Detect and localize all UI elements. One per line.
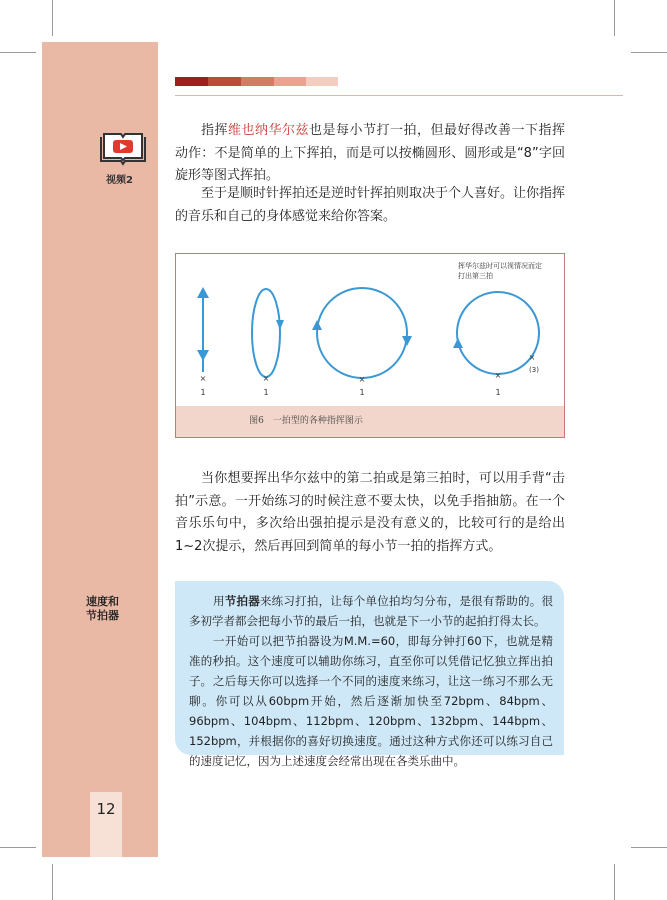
header-color-segment: [175, 77, 208, 86]
highlight-term: 维也纳华尔兹: [228, 123, 309, 138]
beat-mark: ×: [494, 371, 502, 380]
crop-mark: [614, 864, 615, 900]
pattern-vertical: [197, 287, 209, 372]
crop-mark: [52, 864, 53, 900]
paragraph-waltz: [175, 120, 565, 188]
pattern-ellipse: [252, 289, 284, 377]
video-label: 视频2: [106, 175, 133, 186]
crop-mark: [631, 847, 667, 848]
tip-paragraph: 之后每天你可以选择一个不同的速度来练习，让这一练习不那么无聊。你可以从60bpm开始，然后逐渐加快至72bpm、84bpm、96bpm、104bpm、112bpm、120bpm、132bpm、144bpm、152bpm，并根据你的喜好切换速度。通过这种方式你还可以练习自己的速度记忆，因为上述速度会经常出现在各类乐曲中。: [189, 674, 553, 768]
crop-mark: [0, 847, 36, 848]
play-book-icon[interactable]: [97, 131, 149, 167]
header-rule: [175, 95, 623, 96]
header-color-segment: [306, 77, 338, 86]
crop-mark: [52, 0, 53, 36]
para1-pre: 指挥: [201, 123, 228, 138]
beat-mark: ×: [358, 375, 366, 384]
page-number: 12: [96, 800, 116, 818]
beat-label: 1: [495, 388, 501, 397]
tip-p1-pre: 用: [213, 594, 225, 608]
third-beat-label: (3): [529, 366, 539, 374]
header-color-segment: [241, 77, 274, 86]
crop-mark: [631, 52, 667, 53]
header-color-segment: [208, 77, 241, 86]
header-color-segment: [274, 77, 306, 86]
crop-mark: [0, 52, 36, 53]
figure-note: 挥华尔兹时可以视情况而定打出第三拍: [458, 262, 542, 280]
beat-label: 1: [200, 388, 206, 397]
figure-caption: 图6 一拍型的各种指挥图示: [249, 416, 363, 426]
beat-label: 1: [359, 388, 365, 397]
beat-mark: ×: [199, 374, 207, 383]
beat-mark: ×: [528, 353, 536, 362]
tip-p1-post: 来练习打拍，让每个单位拍均匀分布，是很有帮助的。很多初学者都会把每小节的最后一拍，也就是下一小节的起拍打得太长。: [189, 594, 554, 628]
paragraph-accent: 当你想要挥出华尔兹中的第二拍或是第三拍时，可以用手背“击拍”示意。一开始练习的时候注意不要太快，以免手指抽筋。在一个音乐乐句中，多次给出强拍提示是没有意义的，比较可行的是给出1~2次提示，然后再回到简单的每小节一拍的指挥方式。: [175, 471, 565, 554]
pattern-circle: [312, 288, 412, 378]
para1-post: 也是每小节打一拍，但最好得改善一下指挥动作：不是简单的上下挥拍，而是可以按椭圆形、圆形或是“8”字回旋形等图式挥拍。: [175, 123, 565, 183]
side-title-line: 速度和: [86, 595, 119, 608]
tip-paragraph: 一开始可以把节拍器设为M.M.=60，即每分钟打60下，也就是精准的秒拍。这个速度可以辅助你练习，直至你可以凭借记忆独立挥出拍子。: [189, 634, 553, 688]
tip-bold-term: 节拍器: [224, 594, 260, 608]
beat-mark: ×: [262, 374, 270, 383]
beat-label: 1: [263, 388, 269, 397]
paragraph-direction: 至于是顺时针挥拍还是逆时针挥拍则取决于个人喜好。让你指挥的音乐和自己的身体感觉来给你答案。: [175, 186, 566, 224]
side-title: [86, 595, 126, 623]
tip-paragraph: [189, 591, 553, 631]
figure-beat-patterns: [175, 253, 565, 438]
pattern-circle-third-beat: [453, 292, 539, 374]
side-title-line: 节拍器: [86, 609, 119, 622]
crop-mark: [614, 0, 615, 36]
